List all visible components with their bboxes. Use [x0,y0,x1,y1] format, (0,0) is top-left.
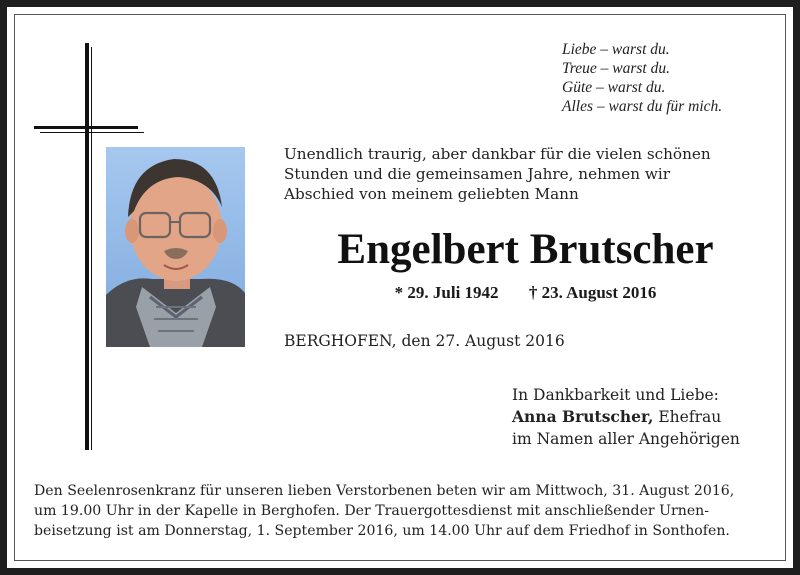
announcement-line: Unendlich traurig, aber dankbar für die vielen schönen [284,145,711,163]
portrait-illustration [106,147,245,347]
service-line: Den Seelenrosenkranz für unseren lieben Verstorbenen beten wir am Mittwoch, 31. August 2016, [34,483,735,499]
cross-horizontal-bar [34,126,138,129]
announcement-line: Stunden und die gemeinsamen Jahre, nehmen wir [284,165,670,183]
portrait-photo [106,147,245,347]
memorial-poem [562,40,722,116]
service-line: um 19.00 Uhr in der Kapelle in Berghofen. Der Trauergottesdienst mit anschließender Urnen- [34,503,709,519]
poem-line: Güte – warst du. [562,79,666,96]
cross-horizontal-line [40,132,144,133]
service-details [34,481,767,541]
poem-line: Treue – warst du. [562,60,670,77]
place-and-date: BERGHOFEN, den 27. August 2016 [284,332,565,350]
service-line: beisetzung ist am Donnerstag, 1. September 2016, um 14.00 Uhr auf dem Friedhof in Sonthofen. [34,523,730,539]
signature-name-line [512,406,740,428]
announcement-line: Abschied von meinem geliebten Mann [284,185,579,203]
life-dates [284,282,767,304]
birth-date: * 29. Juli 1942 [394,283,499,302]
signature-name: Anna Brutscher, [512,407,654,426]
death-date: † 23. August 2016 [528,283,657,302]
poem-line: Alles – warst du für mich. [562,98,723,115]
signature-intro: In Dankbarkeit und Liebe: [512,386,719,404]
signature-relation: Ehefrau [653,408,722,426]
signature-block [512,384,740,450]
signature-family: im Namen aller Angehörigen [512,430,740,448]
cross-vertical-bar [85,43,89,450]
cross-vertical-line [91,47,92,450]
poem-line: Liebe – warst du. [562,41,670,58]
announcement-text [284,144,767,204]
deceased-name: Engelbert Brutscher [337,226,714,273]
